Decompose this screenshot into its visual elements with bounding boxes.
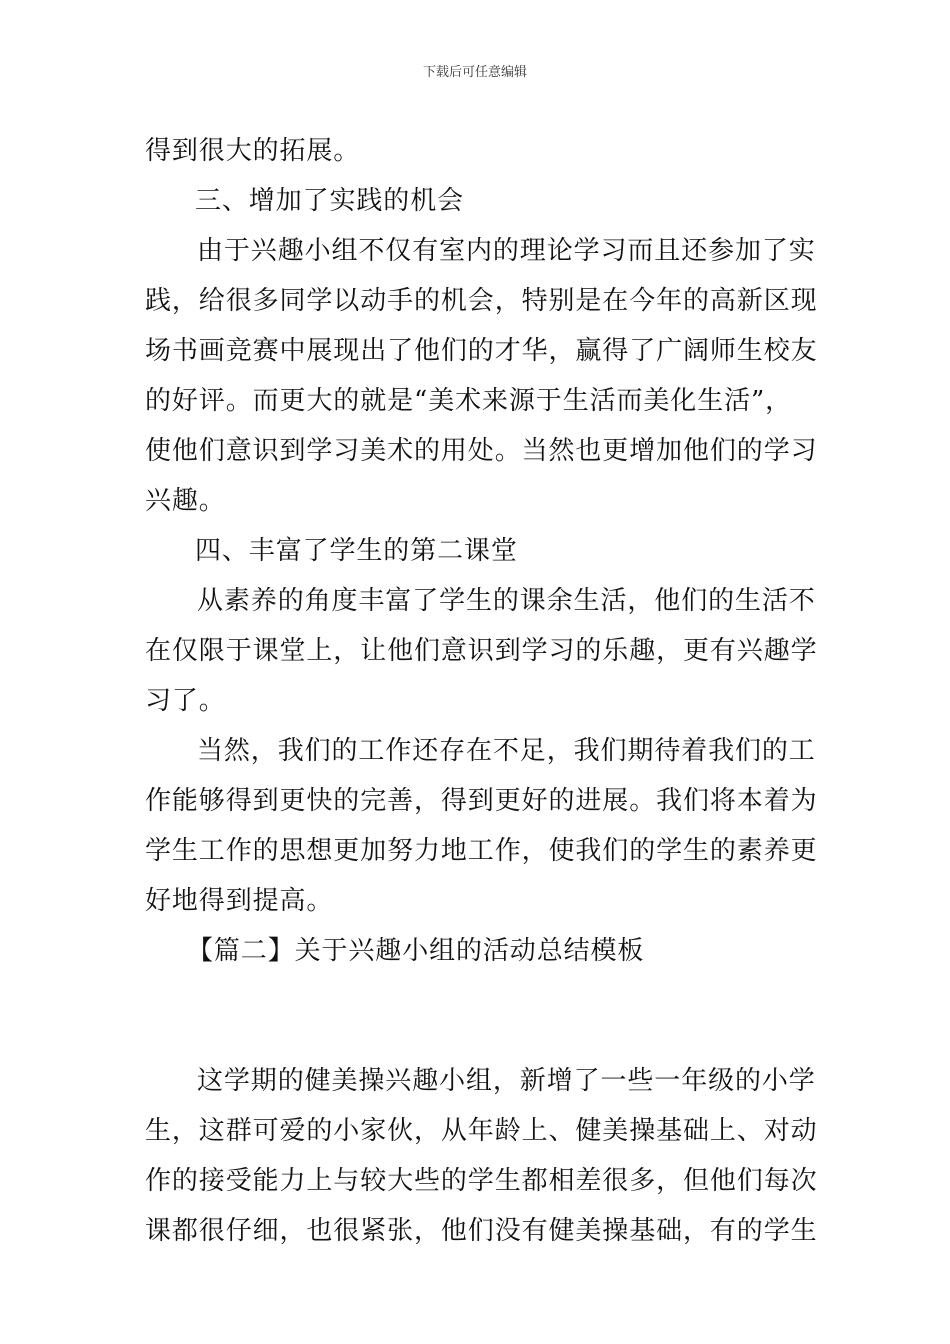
body-line: 学生工作的思想更加努力地工作，使我们的学生的素养更 [145,836,818,866]
body-line: 在仅限于课堂上，让他们意识到学习的乐趣，更有兴趣学 [145,636,818,666]
paragraph-first-line: 当然，我们的工作还存在不足，我们期待着我们的工 [197,736,816,766]
body-line: 得到很大的拓展。 [145,136,361,166]
body-line: 作的接受能力上与较大些的学生都相差很多，但他们每次 [145,1166,818,1196]
section-heading: 三、增加了实践的机会 [195,186,465,216]
body-line: 习了。 [145,686,226,716]
section-heading: 四、丰富了学生的第二课堂 [195,536,518,566]
paragraph-first-line: 由于兴趣小组不仅有室内的理论学习而且还参加了实 [197,236,816,266]
document-body [145,126,818,1256]
body-line: 兴趣。 [145,486,226,516]
spacer [145,976,815,1056]
paragraph-first-line: 这学期的健美操兴趣小组，新增了一些一年级的小学 [197,1066,816,1096]
body-line: 场书画竞赛中展现出了他们的才华，赢得了广阔师生校友 [145,336,818,366]
body-line: 课都很仔细，也很紧张，他们没有健美操基础，有的学生 [145,1216,818,1246]
page-header: 下载后可任意编辑 [422,65,527,80]
body-line: 的好评。而更大的就是“美术来源于生活而美化生活”， [145,386,793,416]
body-line: 好地得到提高。 [145,886,334,916]
body-line: 生，这群可爱的小家伙，从年龄上、健美操基础上、对动 [145,1116,818,1146]
body-line: 作能够得到更快的完善，得到更好的进展。我们将本着为 [145,786,818,816]
body-line: 使他们意识到学习美术的用处。当然也更增加他们的学习 [145,436,818,466]
article-title: 【篇二】关于兴趣小组的活动总结模板 [187,936,645,966]
body-line: 践，给很多同学以动手的机会，特别是在今年的高新区现 [145,286,818,316]
paragraph-first-line: 从素养的角度丰富了学生的课余生活，他们的生活不 [197,586,816,616]
